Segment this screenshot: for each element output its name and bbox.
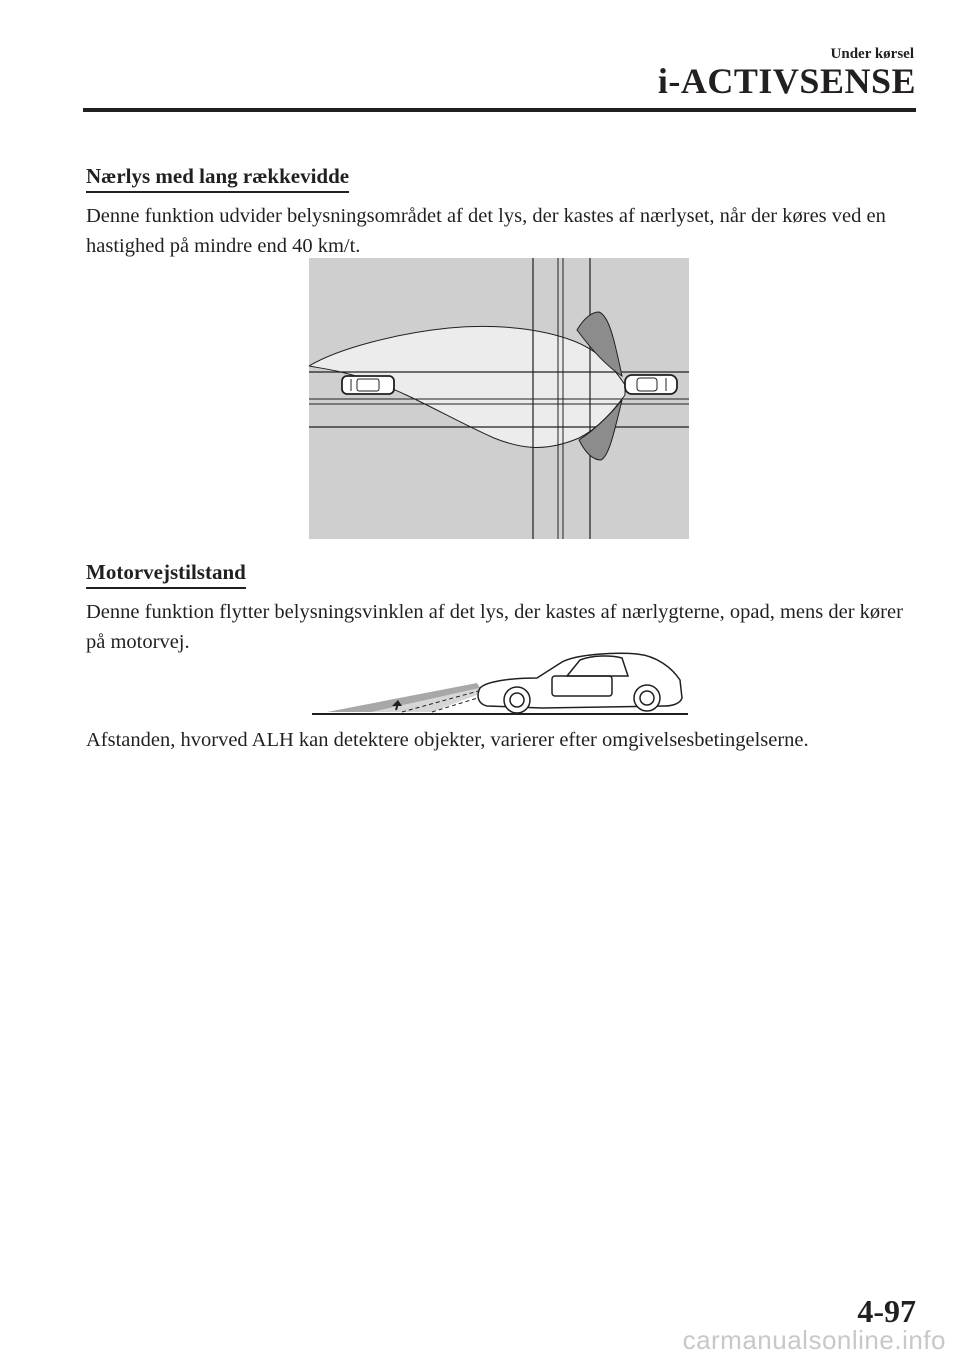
own-car xyxy=(625,375,677,394)
heading-motorway-mode: Motorvejstilstand xyxy=(86,560,246,589)
page-number: 4-97 xyxy=(857,1293,916,1329)
heading-long-range-low-beam: Nærlys med lang rækkevidde xyxy=(86,164,349,193)
watermark: carmanualsonline.info xyxy=(682,1325,946,1355)
chapter-name: Under kørsel xyxy=(830,46,914,62)
beam-normal xyxy=(372,688,482,712)
motorway-beam-illustration xyxy=(312,648,688,720)
intersection-beam-illustration xyxy=(309,258,689,539)
header-divider xyxy=(83,108,916,112)
note-paragraph: Afstanden, hvorved ALH kan detektere objekter, varierer efter omgivelsesbetingelserne. xyxy=(86,729,809,751)
oncoming-car xyxy=(342,376,394,394)
sports-car xyxy=(478,653,682,713)
section-title: i-ACTIVSENSE xyxy=(657,61,916,101)
paragraph-long-range-low-beam: Denne funktion udvider belysningsområdet af det lys, der kastes af nærlyset, når der køres ved en hastighed på mindre end 40 km/t. xyxy=(86,205,886,257)
paragraph-motorway-mode: Denne funktion flytter belysningsvinklen af det lys, der kastes af nærlygterne, opad, mens der kører på motorvej. xyxy=(86,601,903,653)
